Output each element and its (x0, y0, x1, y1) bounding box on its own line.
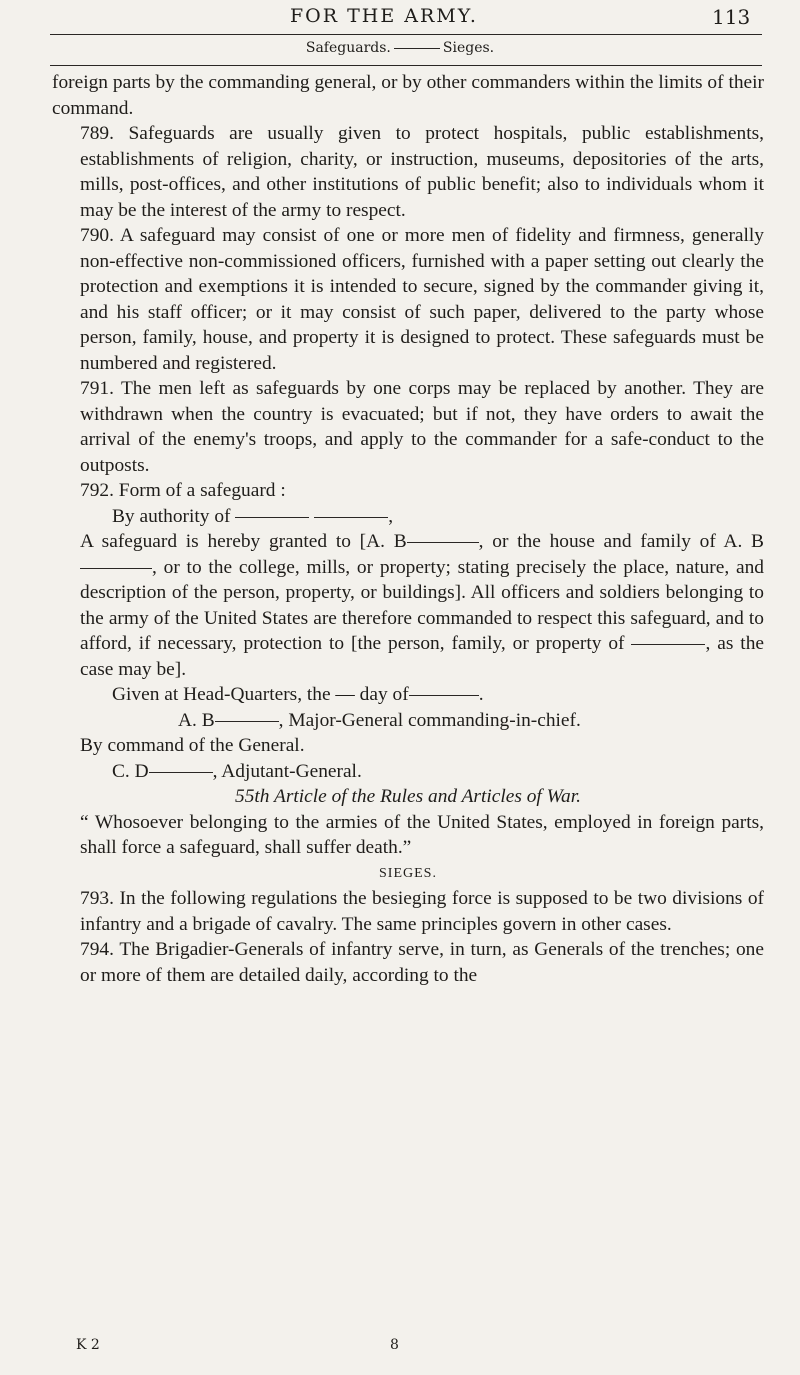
header-rule-top (50, 34, 762, 35)
form-authority-text: By authority of (112, 505, 231, 527)
sieges-heading: SIEGES. (379, 865, 437, 881)
blank-line (631, 644, 705, 645)
blank-line (80, 568, 152, 569)
form-signer-b: , Major-General commanding-in-chief. (278, 709, 581, 731)
paragraph-790: 790. A safeguard may consist of one or more men of fidelity and firmness, generally non-effective non-commissioned officers, furnished with a paper setting out clearly the protection and exemptions it is intended to secure, signed by the commander giving it, and his staff officer; or it may consist of such paper, delivered to the party whose person, family, house, and property it is designed to protect. These safeguards must be numbered and registered. (80, 225, 764, 374)
paragraph-793: 793. In the following regulations the besieging force is supposed to be two divisions of infantry and a brigade of cavalry. The same principles govern in other cases. (80, 888, 764, 935)
form-grant-d: , as the case may be]. (80, 633, 764, 680)
subhead-safeguards: Safeguards. (305, 40, 391, 56)
blank-line (314, 517, 388, 518)
folio-number: 8 (390, 1337, 399, 1353)
blank-line (235, 517, 309, 518)
paragraph-794: 794. The Brigadier-Generals of infantry serve, in turn, as Generals of the trenches; one or more of them are detailed daily, according to the (80, 939, 764, 986)
form-grant-text (52, 529, 764, 682)
article-heading: 55th Article of the Rules and Articles of War. (235, 786, 581, 807)
form-authority-comma: , (388, 505, 394, 527)
form-adjutant-line (52, 759, 764, 785)
form-command-line: By command of the General. (80, 735, 305, 756)
page-number: 113 (712, 5, 751, 29)
running-head (0, 5, 800, 35)
paragraph-792: 792. Form of a safeguard : (80, 480, 286, 501)
blank-line (149, 772, 213, 773)
form-grant-b: , or the house and family of A. B (478, 531, 764, 552)
subhead-sieges: Sieges. (442, 40, 495, 56)
form-adjutant-a: C. D (112, 760, 149, 782)
form-signer-a: A. B (178, 709, 215, 731)
blank-line (409, 695, 479, 696)
form-grant-c: , or to the college, mills, or property; stating precisely the place, nature, and description of the person, property, or buildings]. All officers and soldiers belonging to the army of the United States are therefore commanded to respect this safeguard, and to afford, if necessary, protection to [the person, family, or property of (80, 556, 764, 654)
form-authority-line (52, 504, 764, 530)
article-quote: “ Whosoever belonging to the armies of the United States, employed in foreign parts, shall force a safeguard, shall suffer death.” (80, 811, 764, 858)
paragraph-continued: foreign parts by the commanding general, or by other commanders within the limits of their command. (52, 72, 764, 119)
form-given-text: Given at Head-Quarters, the — day of (112, 684, 409, 705)
form-signer-line (52, 708, 764, 734)
blank-line (215, 721, 279, 722)
paragraph-789: 789. Safeguards are usually given to protect hospitals, public establishments, establishments of religion, charity, or instruction, museums, depositories of the arts, mills, post-offices, and other institutions of public benefit; also to individuals whom it may be the interest of the army to respect. (80, 123, 764, 221)
form-given-line (52, 682, 764, 708)
form-adjutant-b: , Adjutant-General. (212, 760, 362, 782)
form-grant-a: A safeguard is hereby granted to [A. B (80, 531, 407, 552)
paragraph-791: 791. The men left as safeguards by one corps may be replaced by another. They are withdrawn when the country is evacuated; but if not, they have orders to await the arrival of the enemy's troops, and apply to the commander for a safe-conduct to the outposts. (80, 378, 764, 476)
form-given-period: . (478, 684, 484, 705)
blank-line (407, 542, 479, 543)
header-rule-bottom (50, 65, 762, 66)
subhead-dash (394, 48, 440, 49)
section-subhead (0, 40, 800, 56)
signature-mark: K 2 (76, 1337, 100, 1353)
page-footer (0, 1337, 800, 1357)
page-body (52, 70, 764, 988)
running-title: FOR THE ARMY. (290, 5, 478, 27)
